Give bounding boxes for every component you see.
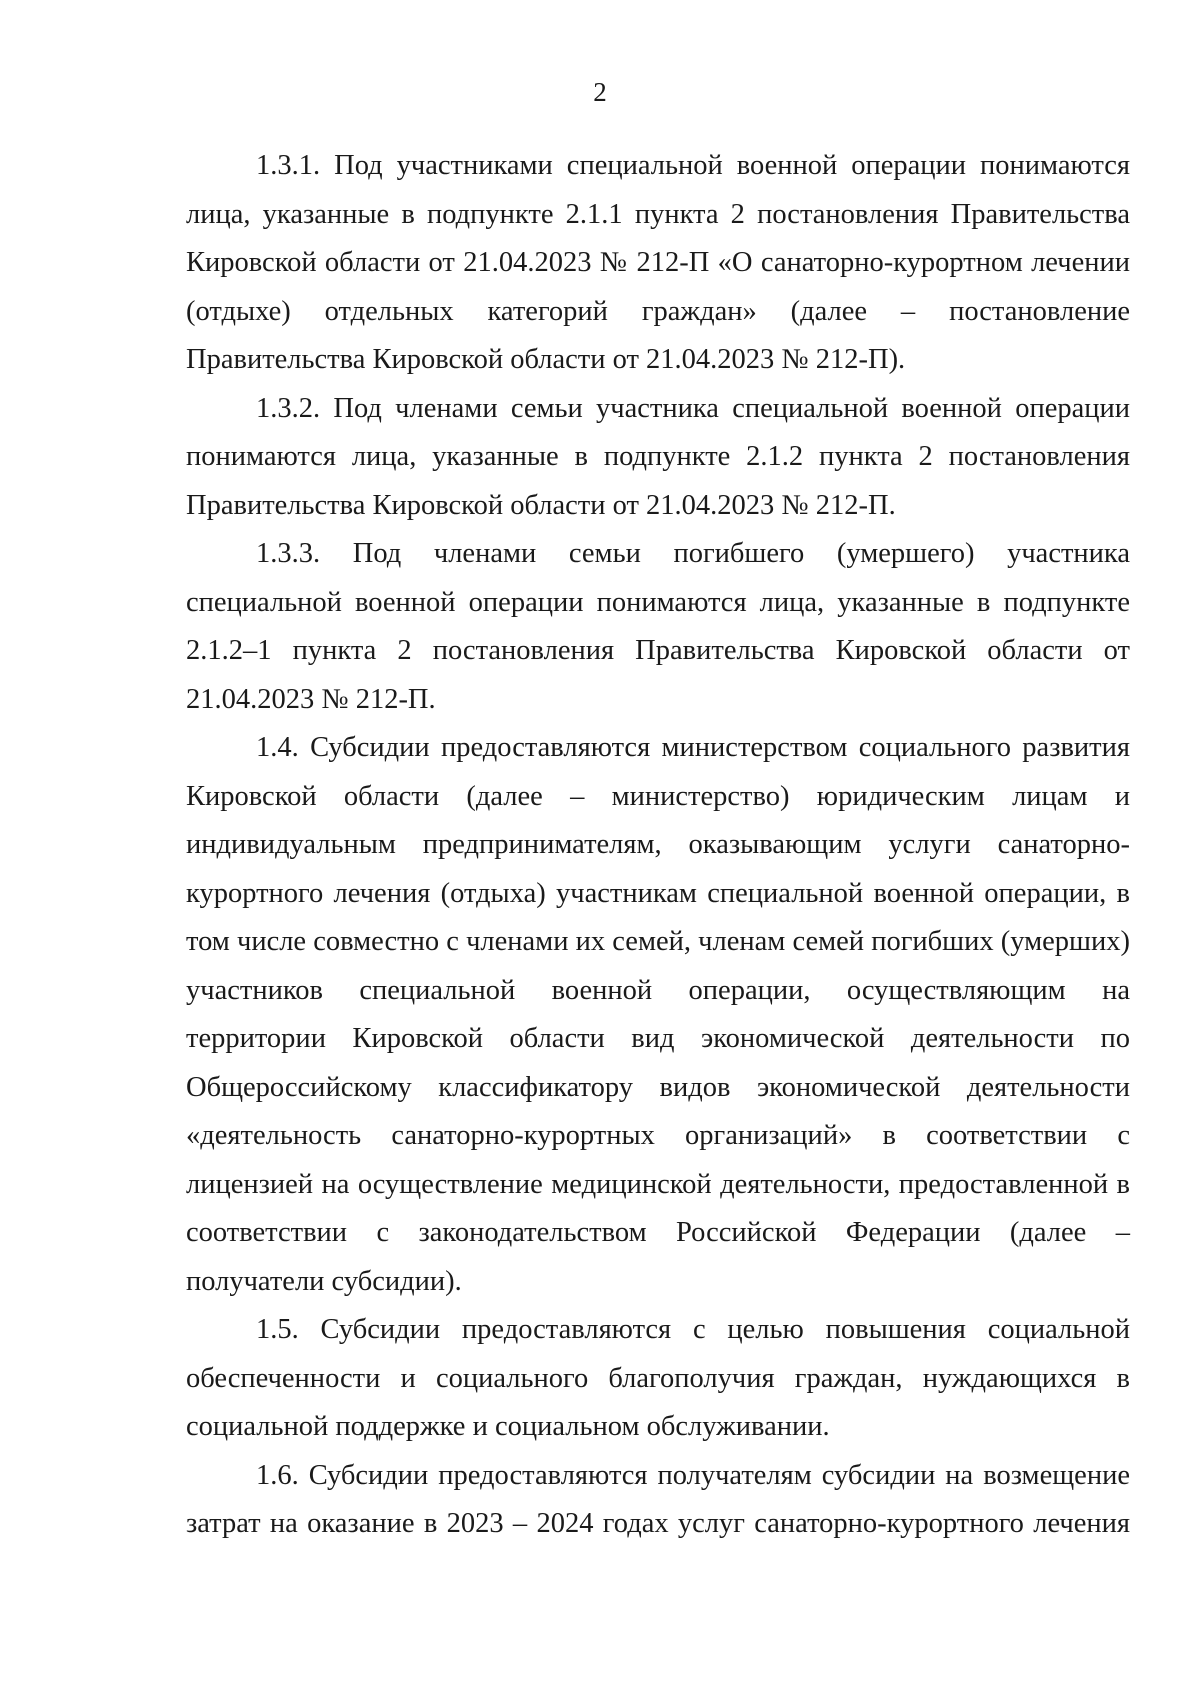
paragraph-1-3-1: 1.3.1. Под участниками специальной военной операции понимаются лица, указанные в подпункте 2.1.1 пункта 2 постановления Правительства Кировской области от 21.04.2023 № 212-П «О санаторно-курортном лечении (отдыхе) отдельных категорий граждан» (далее – постановление Правительства Кировской области от 21.04.2023 № 212-П).: [186, 150, 1130, 375]
paragraph-1-3-3: 1.3.3. Под членами семьи погибшего (умершего) участника специальной военной операции понимаются лица, указанные в подпункте 2.1.2–1 пункта 2 постановления Правительства Кировской области от 21.04.2023 № 212-П.: [186, 538, 1130, 715]
paragraph-1-5: 1.5. Субсидии предоставляются с целью повышения социальной обеспеченности и социального благополучия граждан, нуждающихся в социальной поддержке и социальном обслуживании.: [186, 1314, 1130, 1442]
paragraph-1-4: 1.4. Субсидии предоставляются министерством социального развития Кировской области (далее – министерство) юридическим лицам и индивидуальным предпринимателям, оказывающим услуги санаторно-курортного лечения (отдыха) участникам специальной военной операции, в том числе совместно с членами их семей, членам семей погибших (умерших) участников специальной военной операции, осуществляющим на территории Кировской области вид экономической деятельности по Общероссийскому классификатору видов экономической деятельности «деятельность санаторно-курортных организаций» в соответствии с лицензией на осуществление медицинской деятельности, предоставленной в соответствии с законодательством Российской Федерации (далее – получатели субсидии).: [186, 732, 1130, 1297]
document-body: [186, 142, 1130, 1549]
paragraph-1-3-2: 1.3.2. Под членами семьи участника специальной военной операции понимаются лица, указанные в подпункте 2.1.2 пункта 2 постановления Правительства Кировской области от 21.04.2023 № 212-П.: [186, 392, 1130, 521]
paragraph-1-6: 1.6. Субсидии предоставляются получателям субсидии на возмещение затрат на оказание в 2023 – 2024 годах услуг санаторно-курортного лечения: [186, 1459, 1130, 1539]
page-number: 2: [593, 77, 607, 107]
